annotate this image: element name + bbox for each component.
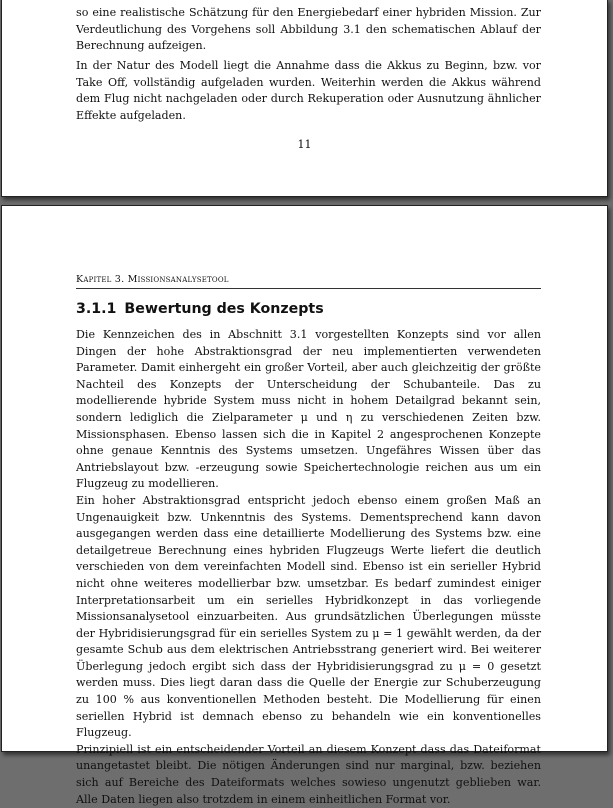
- section-heading: [76, 301, 324, 317]
- section-number: 3.1.1: [76, 301, 117, 317]
- section-body: [76, 327, 541, 808]
- section-title: Bewertung des Konzepts: [124, 301, 324, 317]
- paragraph-energy-estimate: so eine realistische Schätzung für den Energiebedarf einer hybriden Mission. Zur Verdeutlichung des Vorgehens soll Abbildung 3.1 den schematischen Ablauf der Berechnung aufzeigen.: [76, 6, 541, 53]
- paragraph-abstraction-drawbacks: Ein hoher Abstraktionsgrad entspricht jedoch ebenso einem großen Maß an Ungenauigkeit bzw. Unkenntnis des Systems. Dementsprechend kann davon ausgegangen werden dass eine detaillierte Modellierung des Systems bzw. eine detailgetreue Berechnung eines hybriden Flugzeugs Werte liefert die deutlich verschieden von dem vereinfachten Modell sind. Ebenso ist ein serieller Hybrid nicht ohne weiteres modellierbar bzw. umsetzbar. Es bedarf zumindest einiger Interpretationsarbeit um ein serielles Hybridkonzept in das vorliegende Missionsanalysetool einzuarbeiten. Aus grundsätzlichen Überlegungen müsste der Hybridisierungsgrad für ein serielles System zu μ = 1 gewählt werden, da der gesamte Schub aus dem elektrischen Antriebsstrang generiert wird. Bei weiterer Überlegung jedoch ergibt sich dass der Hybridisierungsgrad zu μ = 0 gesetzt werden muss. Dies liegt daran dass die Quelle der Energie zur Schuberzeugung zu 100 % aus konventionellen Methoden besteht. Die Modellierung für einen seriellen Hybrid ist demnach ebenso zu behandeln wie ein konventionelles Flugzeug.: [76, 493, 541, 740]
- running-header: Kapitel 3. Missionsanalysetool: [76, 274, 541, 289]
- page-12: [1, 205, 608, 806]
- paragraph-file-format: Prinzipiell ist ein entscheidender Vorteil an diesem Konzept dass das Dateiformat unangetastet bleibt. Die nötigen Änderungen sind nur marginal, bzw. beziehen sich auf Bereiche des Dateiformats welches sowieso ungenutzt geblieben war. Alle Daten liegen also trotzdem in einem einheitlichen Format vor.: [76, 742, 541, 806]
- paragraph-battery-assumption: In der Natur des Modell liegt die Annahme dass die Akkus zu Beginn, bzw. vor Take Off, vollständig aufgeladen wurden. Weiterhin werden die Akkus während dem Flug nicht nachgeladen oder durch Rekuperation oder Ausnutzung ähnlicher Effekte aufgeladen.: [76, 59, 541, 122]
- page-number: 11: [297, 138, 312, 151]
- paragraph-concept-features: Die Kennzeichen des in Abschnitt 3.1 vorgestellten Konzepts sind vor allen Dingen der hohe Abstraktionsgrad der neu implementierten verwendeten Parameter. Damit einhergeht ein großer Vorteil, aber auch gleichzeitig der größte Nachteil des Konzepts der Unterscheidung der Schubanteile. Das zu modellierende hybride System muss nicht in hohem Detailgrad bekannt sein, sondern lediglich die Zielparameter μ und η zu verschiedenen Zeiten bzw. Missionsphasen. Ebenso lassen sich die in Kapitel 2 angesprochenen Konzepte ohne genaue Kenntnis des Systems umsetzen. Ungefähres Wissen über das Antriebslayout bzw. -erzeugung sowie Speichertechnologie reichen aus um ein Flugzeug zu modellieren.: [76, 328, 541, 491]
- page-11: [1, 0, 608, 197]
